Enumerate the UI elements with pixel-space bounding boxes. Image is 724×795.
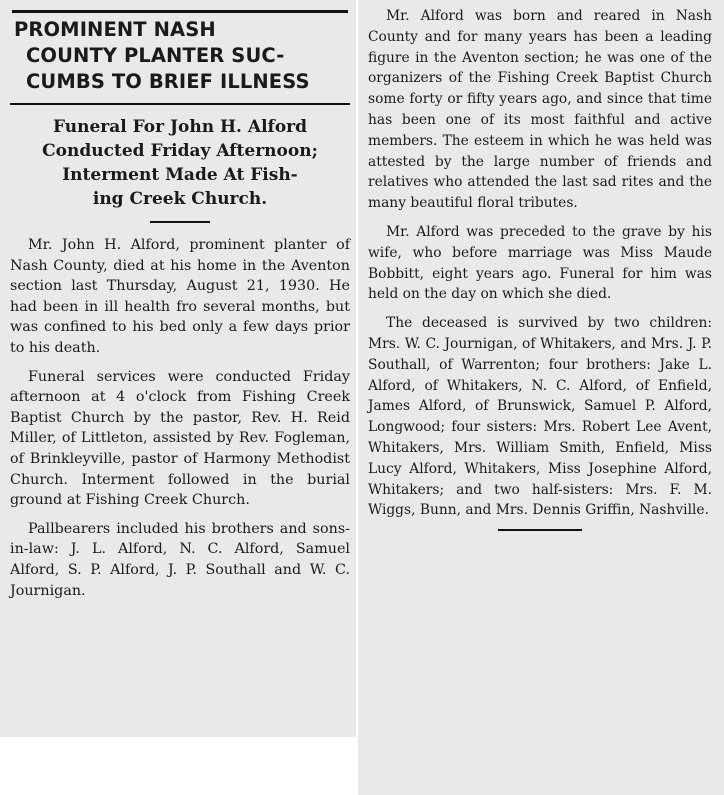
- body-paragraph: Pallbearers included his brothers and sons-in-law: J. L. Alford, N. C. Alford, Samuel Alford, S. P. Alford, J. P. Southall and W. C. Journigan.: [10, 520, 350, 599]
- left-column: [0, 0, 356, 737]
- subheadline-line: Interment Made At Fish-: [62, 165, 298, 185]
- subheadline-line: Funeral For John H. Alford: [52, 117, 308, 137]
- body-paragraph: The deceased is survived by two children: Mrs. W. C. Journigan, of Whitakers, and Mrs. J. P. Southall, of Warrenton; four brothers: Jake L. Alford, of Whitakers, N. C. Alford, of Enfield, James Alford, of Brunswick, Samuel P. Alford, Longwood; four sisters: Mrs. Robert Lee Avent, Whitakers, Mrs. William Smith, Enfield, Miss Lucy Alford, Whitakers, Miss Josephine Alford, Whitakers; and two half-sisters: Mrs. F. M. Wiggs, Bunn, and Mrs. Dennis Griffin, Nashville.: [368, 315, 712, 519]
- top-rule: [12, 10, 348, 13]
- subheadline-line: Conducted Friday Afternoon;: [42, 141, 318, 161]
- headline: [14, 17, 350, 95]
- body-paragraph: Funeral services were conducted Friday afternoon at 4 o'clock from Fishing Creek Baptist Church by the pastor, Rev. H. Reid Miller, of Littleton, assisted by Rev. Fogleman, of Brinkleyville, pastor of Harmony Methodist Church. Interment followed in the burial ground at Fishing Creek Church.: [10, 368, 350, 509]
- end-rule: [498, 529, 582, 531]
- body-paragraph: Mr. John H. Alford, prominent planter of Nash County, died at his home in the Aventon section last Thursday, August 21, 1930. He had been in ill health fro several months, but was confined to his bed only a few days prior to his death.: [10, 237, 350, 356]
- headline-line: PROMINENT NASH: [14, 18, 216, 41]
- body-paragraph: Mr. Alford was born and reared in Nash County and for many years has been a leading figure in the Aventon section; he was one of the organizers of the Fishing Creek Baptist Church some forty or fifty years ago, and since that time has been one of its most faithful and active members. The esteem in which he was held was attested by the large number of friends and relatives who attended the last sad rites and the many beautiful floral tributes.: [368, 8, 712, 212]
- body-paragraph: Mr. Alford was preceded to the grave by his wife, who before marriage was Miss Maude Bobbitt, eight years ago. Funeral for him was held on the day on which she died.: [368, 223, 712, 303]
- subheadline: [10, 115, 350, 211]
- headline-divider: [10, 103, 350, 105]
- section-dash: [150, 221, 210, 223]
- headline-line: COUNTY PLANTER SUC-: [26, 44, 285, 67]
- subheadline-line: ing Creek Church.: [92, 189, 268, 209]
- right-column: [358, 0, 724, 795]
- headline-line: CUMBS TO BRIEF ILLNESS: [26, 70, 310, 93]
